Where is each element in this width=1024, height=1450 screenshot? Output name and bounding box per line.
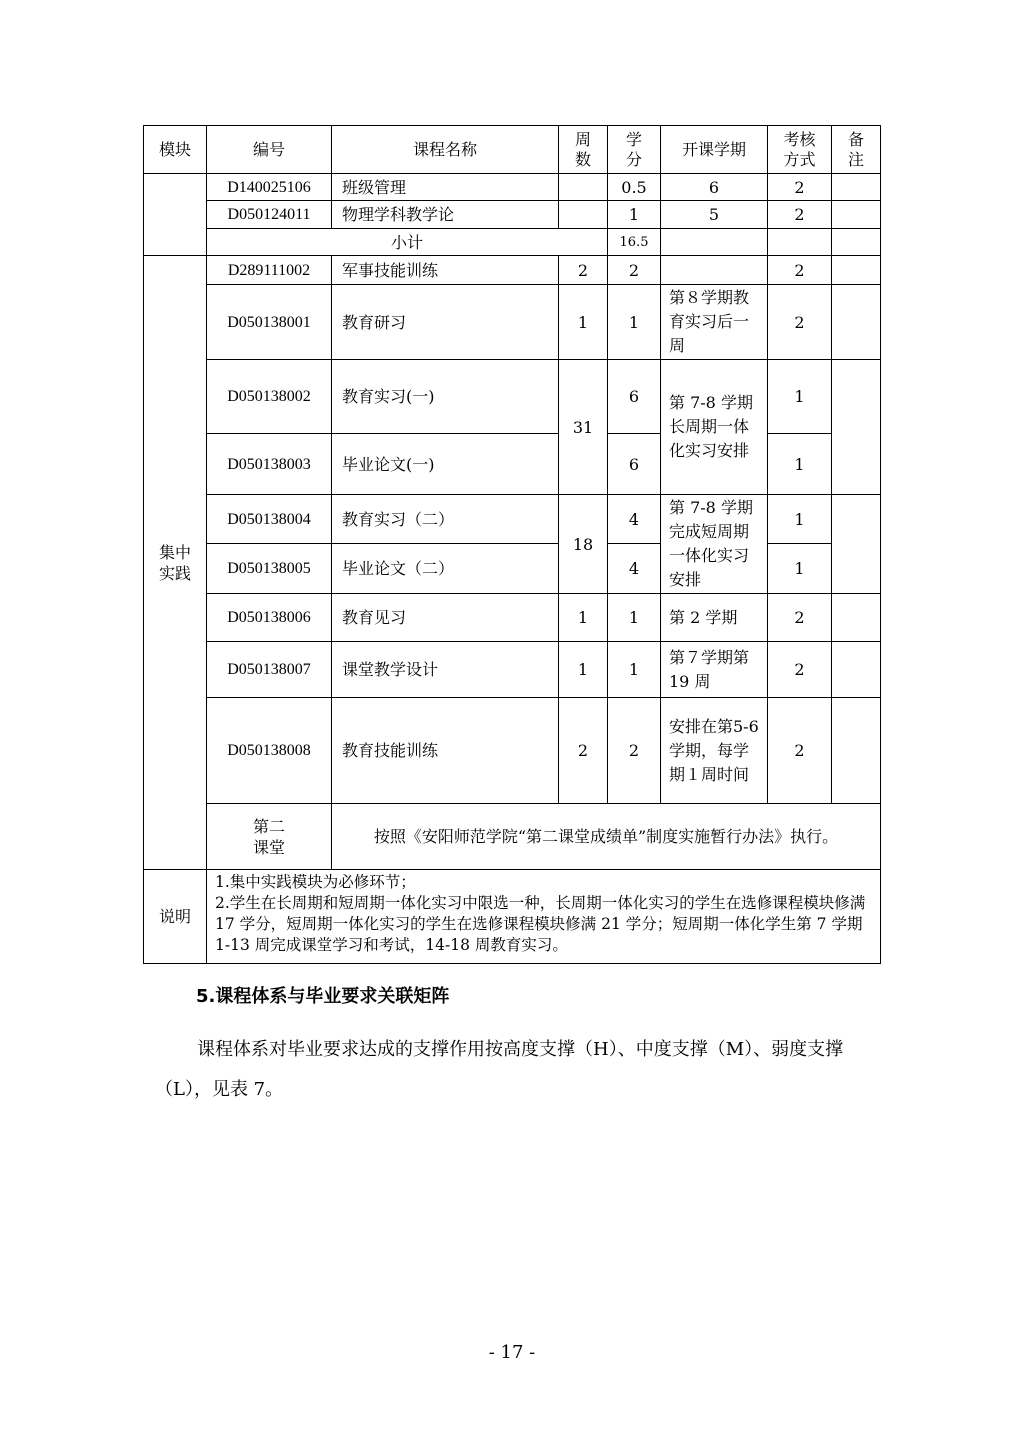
course-assessment: 1 xyxy=(768,434,832,495)
header-remarks: 备 注 xyxy=(832,126,881,174)
course-code: D050138007 xyxy=(207,642,332,698)
course-name: 物理学科教学论 xyxy=(332,201,559,229)
course-code: D050138004 xyxy=(207,495,332,544)
subtotal-credits: 16.5 xyxy=(608,229,661,256)
course-name: 教育实习（二） xyxy=(332,495,559,544)
course-assessment: 2 xyxy=(768,285,832,360)
course-credits: 4 xyxy=(608,544,661,594)
notes-row xyxy=(144,870,881,964)
table-header-row xyxy=(144,126,881,174)
course-assessment: 2 xyxy=(768,594,832,642)
second-classroom-row xyxy=(144,804,881,870)
course-credits: 6 xyxy=(608,360,661,434)
course-assessment: 2 xyxy=(768,201,832,229)
empty-cell xyxy=(832,229,881,256)
course-code: D050138006 xyxy=(207,594,332,642)
course-remarks xyxy=(832,698,881,804)
course-credits: 6 xyxy=(608,434,661,495)
notes-cell xyxy=(207,870,881,964)
module-practice: 集中 实践 xyxy=(144,256,207,870)
subtotal-row xyxy=(144,229,881,256)
table-row xyxy=(144,174,881,201)
table-row xyxy=(144,642,881,698)
group2-weeks: 18 xyxy=(559,495,608,594)
course-table xyxy=(143,125,881,964)
course-weeks: 2 xyxy=(559,256,608,285)
header-module: 模块 xyxy=(144,126,207,174)
table-row xyxy=(144,360,881,434)
course-code: D050138003 xyxy=(207,434,332,495)
course-name: 军事技能训练 xyxy=(332,256,559,285)
section-paragraph: 课程体系对毕业要求达成的支撑作用按高度支撑（H）、中度支撑（M）、弱度支撑（L），见表 7。 xyxy=(155,1039,844,1100)
course-credits: 2 xyxy=(608,698,661,804)
course-assessment: 1 xyxy=(768,544,832,594)
table-row xyxy=(144,201,881,229)
course-credits: 0.5 xyxy=(608,174,661,201)
course-name: 毕业论文(一) xyxy=(332,434,559,495)
header-name: 课程名称 xyxy=(332,126,559,174)
course-weeks xyxy=(559,174,608,201)
module-cell-empty xyxy=(144,174,207,256)
course-semester: 第７学期第19 周 xyxy=(661,642,768,698)
course-remarks xyxy=(832,594,881,642)
course-credits: 1 xyxy=(608,285,661,360)
course-remarks xyxy=(832,360,881,495)
course-semester xyxy=(661,256,768,285)
course-credits: 1 xyxy=(608,594,661,642)
course-code: D140025106 xyxy=(207,174,332,201)
table-row xyxy=(144,495,881,544)
course-semester: 安排在第5-6 学期，每学期１周时间 xyxy=(661,698,768,804)
group1-weeks: 31 xyxy=(559,360,608,495)
course-code: D050138005 xyxy=(207,544,332,594)
empty-cell xyxy=(768,229,832,256)
course-credits: 1 xyxy=(608,201,661,229)
course-semester: 第８学期教育实习后一周 xyxy=(661,285,768,360)
course-remarks xyxy=(832,174,881,201)
header-weeks: 周 数 xyxy=(559,126,608,174)
second-classroom-text: 按照《安阳师范学院“第二课堂成绩单”制度实施暂行办法》执行。 xyxy=(332,804,881,870)
table-row xyxy=(144,285,881,360)
header-assessment: 考核 方式 xyxy=(768,126,832,174)
note-line-1: 1.集中实践模块为必修环节； xyxy=(215,873,416,891)
course-semester: 5 xyxy=(661,201,768,229)
course-name: 毕业论文（二） xyxy=(332,544,559,594)
course-credits: 4 xyxy=(608,495,661,544)
page-number: - 17 - xyxy=(488,1342,536,1363)
header-semester: 开课学期 xyxy=(661,126,768,174)
course-credits: 2 xyxy=(608,256,661,285)
course-semester: 6 xyxy=(661,174,768,201)
course-code: D050124011 xyxy=(207,201,332,229)
module-second-classroom: 第二 课堂 xyxy=(207,804,332,870)
course-name: 课堂教学设计 xyxy=(332,642,559,698)
course-weeks: 1 xyxy=(559,594,608,642)
course-code: D289111002 xyxy=(207,256,332,285)
course-name: 教育见习 xyxy=(332,594,559,642)
module-notes: 说明 xyxy=(144,870,207,964)
empty-cell xyxy=(661,229,768,256)
table-row xyxy=(144,698,881,804)
course-semester: 第 2 学期 xyxy=(661,594,768,642)
header-credits: 学 分 xyxy=(608,126,661,174)
course-weeks xyxy=(559,201,608,229)
header-code: 编号 xyxy=(207,126,332,174)
group2-semester: 第 7-8 学期完成短周期一体化实习安排 xyxy=(661,495,768,594)
course-name: 教育研习 xyxy=(332,285,559,360)
course-name: 教育技能训练 xyxy=(332,698,559,804)
note-line-2: 2.学生在长周期和短周期一体化实习中限选一种，长周期一体化实习的学生在选修课程模块修满 17 学分，短周期一体化实习的学生在选修课程模块修满 21 学分；短周期一体化学生第 7 学期 1-13 周完成课堂学习和考试，14-18 周教育实习。 xyxy=(215,894,866,954)
course-assessment: 2 xyxy=(768,174,832,201)
subtotal-label: 小计 xyxy=(207,229,608,256)
course-remarks xyxy=(832,201,881,229)
course-code: D050138008 xyxy=(207,698,332,804)
course-name: 班级管理 xyxy=(332,174,559,201)
course-name: 教育实习(一) xyxy=(332,360,559,434)
section-heading: 5.课程体系与毕业要求关联矩阵 xyxy=(196,986,450,1007)
course-weeks: 2 xyxy=(559,698,608,804)
course-code: D050138001 xyxy=(207,285,332,360)
course-code: D050138002 xyxy=(207,360,332,434)
course-weeks: 1 xyxy=(559,642,608,698)
course-credits: 1 xyxy=(608,642,661,698)
group1-semester: 第 7-8 学期长周期一体化实习安排 xyxy=(661,360,768,495)
course-assessment: 1 xyxy=(768,495,832,544)
course-weeks: 1 xyxy=(559,285,608,360)
course-assessment: 2 xyxy=(768,642,832,698)
course-assessment: 2 xyxy=(768,698,832,804)
course-remarks xyxy=(832,256,881,285)
course-remarks xyxy=(832,642,881,698)
course-assessment: 2 xyxy=(768,256,832,285)
table-row xyxy=(144,544,881,594)
course-remarks xyxy=(832,285,881,360)
course-remarks xyxy=(832,495,881,594)
table-row xyxy=(144,594,881,642)
table-row xyxy=(144,256,881,285)
table-row xyxy=(144,434,881,495)
course-assessment: 1 xyxy=(768,360,832,434)
